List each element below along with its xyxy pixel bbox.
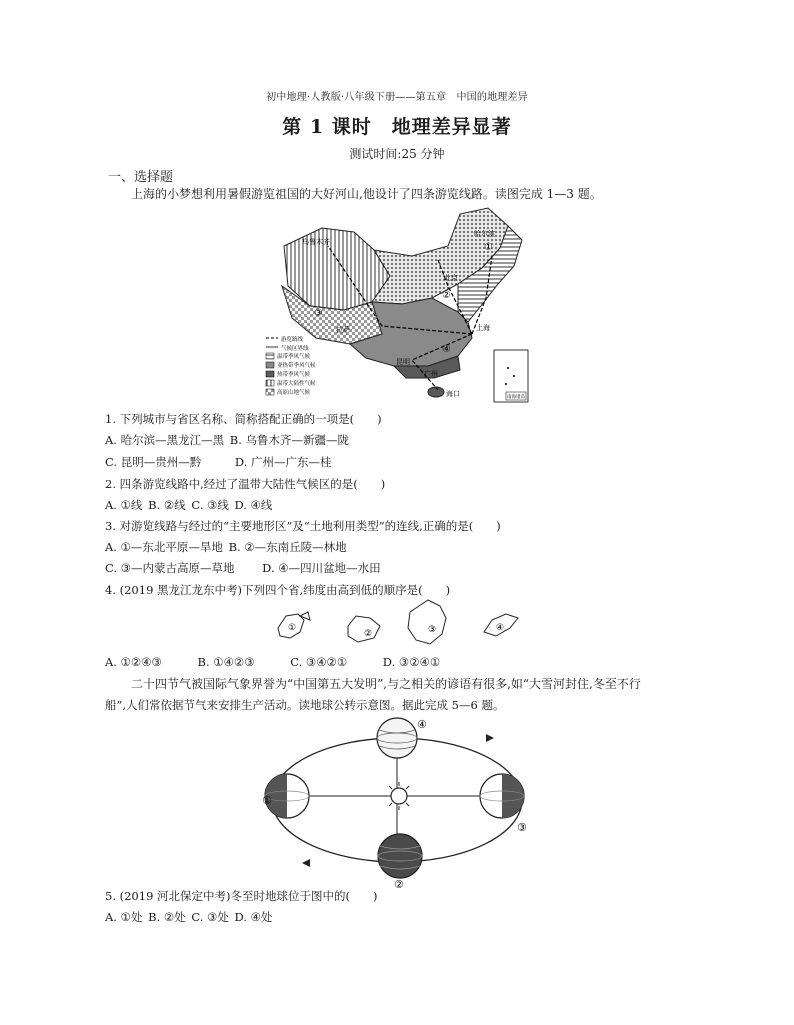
option-c[interactable]: C. ③—内蒙古高原—草地 xyxy=(105,561,235,575)
option-b[interactable]: B. ②—东南丘陵—林地 xyxy=(228,540,347,554)
page-title: 第 1 课时 地理差异显著 xyxy=(282,116,512,138)
option-d[interactable]: D. ④处 xyxy=(234,910,273,924)
south-china-sea-inset xyxy=(494,350,528,402)
legend-label: 温带季风气候 xyxy=(277,354,311,360)
question-3-options-row2 xyxy=(105,560,381,576)
question-3-options xyxy=(105,539,347,555)
page-header: 初中地理·人教版·八年级下册——第五章 中国的地理差异 xyxy=(266,92,528,103)
city-label: 北京 xyxy=(444,274,458,282)
option-c[interactable]: C. ③线 xyxy=(191,498,229,512)
earth-position-4 xyxy=(377,718,427,758)
legend-label: 高原山地气候 xyxy=(277,390,311,396)
route-marker: ② xyxy=(442,290,451,301)
intro-paragraph-2-line2: 船”,人们常依据节气来安排生产活动。读地球公转示意图。据此完成 5—6 题。 xyxy=(105,698,505,712)
option-b[interactable]: B. 乌鲁木齐—新疆—陇 xyxy=(229,433,350,447)
option-d[interactable]: D. ④—四川盆地—水田 xyxy=(262,561,381,575)
question-2-options xyxy=(105,497,272,513)
option-c[interactable]: C. ③④②① xyxy=(290,655,348,669)
position-label: ④ xyxy=(417,718,427,731)
question-5-options xyxy=(105,909,272,925)
option-d[interactable]: D. ④线 xyxy=(234,498,273,512)
city-label: 拉萨 xyxy=(336,326,350,334)
option-d[interactable]: D. 广州—广东—桂 xyxy=(234,455,332,469)
option-a[interactable]: A. 哈尔滨—黑龙江—黑 xyxy=(105,433,225,447)
intro-paragraph-2-line1: 二十四节气被国际气象界誉为“中国第五大发明”,与之相关的谚语有很多,如“大雪河封住,冬至不行 xyxy=(131,677,641,691)
question-4-options xyxy=(105,655,440,669)
city-label: 广州 xyxy=(424,370,438,378)
intro-paragraph-1: 上海的小梦想利用暑假游览祖国的大好河山,他设计了四条游览线路。读图完成 1—3 题。 xyxy=(131,187,602,201)
legend-label: 亚热带季风气候 xyxy=(277,363,316,369)
test-time: 测试时间:25 分钟 xyxy=(349,147,445,161)
position-label: ③ xyxy=(517,821,527,834)
option-b[interactable]: B. ②线 xyxy=(148,498,186,512)
question-2-stem: 2. 四条游览线路中,经过了温带大陆性气候区的是( ) xyxy=(105,477,386,491)
shape-label: ② xyxy=(364,629,373,639)
question-1-options xyxy=(105,432,349,448)
option-c[interactable]: C. 昆明—贵州—黔 xyxy=(105,455,202,469)
earth-position-1 xyxy=(262,774,309,818)
option-a[interactable]: A. ①处 xyxy=(105,910,143,924)
option-d[interactable]: D. ③②④① xyxy=(382,655,441,669)
route-marker: ③ xyxy=(314,308,323,319)
city-label: 上海 xyxy=(476,324,490,332)
route-marker: ① xyxy=(484,242,493,253)
earth-position-2 xyxy=(378,834,422,888)
legend-label: 游览路线 xyxy=(281,337,304,343)
city-label: 昆明 xyxy=(396,358,410,366)
position-label: ② xyxy=(394,878,404,888)
legend-label: 温带大陆性气候 xyxy=(277,381,316,387)
option-c[interactable]: C. ③处 xyxy=(191,910,229,924)
city-label: 哈尔滨 xyxy=(474,230,495,238)
china-climate-route-map xyxy=(262,206,530,404)
shape-label: ④ xyxy=(496,623,505,633)
shape-label: ① xyxy=(288,623,297,633)
route-marker: ④ xyxy=(442,344,451,355)
city-label: 海口 xyxy=(446,390,460,398)
legend-label: 热带季风气候 xyxy=(277,372,311,378)
option-b[interactable]: B. ②处 xyxy=(148,910,186,924)
legend-label: 气候区界线 xyxy=(281,346,309,352)
earth-position-3 xyxy=(480,774,527,834)
map-legend xyxy=(266,335,316,396)
option-a[interactable]: A. ①②④③ xyxy=(105,655,162,669)
option-a[interactable]: A. ①线 xyxy=(105,498,143,512)
city-label: 乌鲁木齐 xyxy=(302,238,330,246)
question-4-stem: 4. (2019 黑龙江龙东中考)下列四个省,纬度由高到低的顺序是( ) xyxy=(105,583,451,597)
section-title: 一、选择题 xyxy=(108,170,174,185)
earth-orbit-diagram xyxy=(262,716,542,888)
question-5-stem: 5. (2019 河北保定中考)冬至时地球位于图中的( ) xyxy=(105,889,378,903)
option-b[interactable]: B. ①④②③ xyxy=(197,655,255,669)
question-1-options-row2 xyxy=(105,454,331,470)
question-1-stem: 1. 下列城市与省区名称、简称搭配正确的一项是( ) xyxy=(105,412,382,426)
position-label: ① xyxy=(262,794,272,807)
question-3-stem: 3. 对游览线路与经过的“主要地形区”及“土地利用类型”的连线,正确的是( ) xyxy=(105,519,501,533)
province-shapes xyxy=(270,598,540,650)
option-a[interactable]: A. ①—东北平原—旱地 xyxy=(105,540,223,554)
inset-label: 南海诸岛 xyxy=(507,395,525,400)
shape-label: ③ xyxy=(428,625,437,635)
